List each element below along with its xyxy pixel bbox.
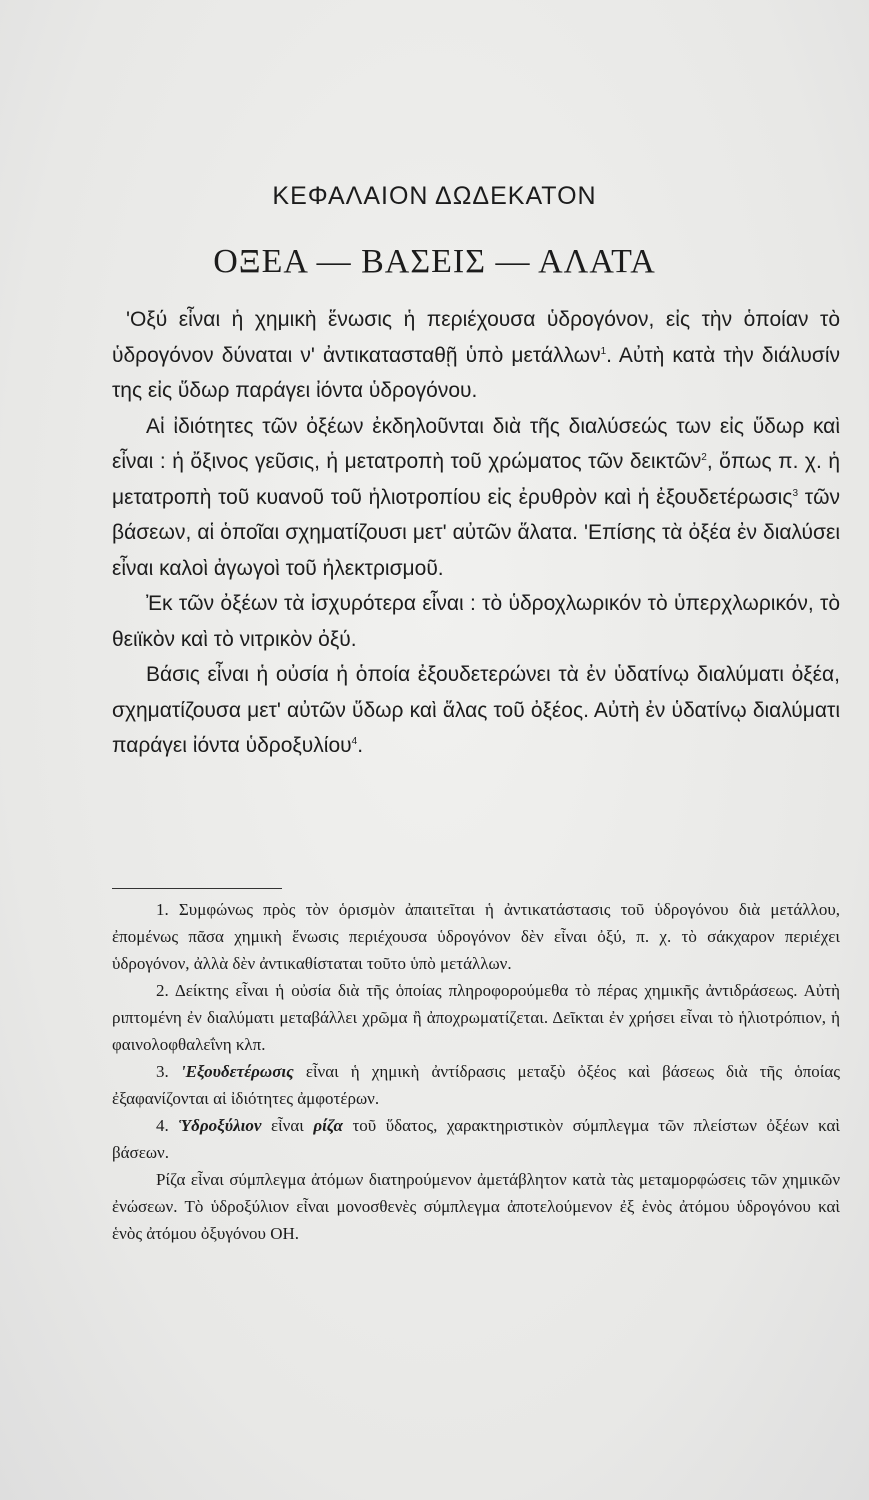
chapter-heading: ΚΕΦΑΛΑΙΟΝ ΔΩΔΕΚΑΤΟΝ <box>272 182 597 210</box>
footnotes <box>112 896 840 1247</box>
text: εἶναι ἡ χημικὴ ἀντίδρασις μεταξὺ ὀξέος καὶ βάσεως διὰ τῆς ὁποίας ἐξαφανίζονται αἱ ἰδιότητες ἀμφοτέρων. <box>112 1062 841 1108</box>
footnote-ref: 4 <box>351 736 358 747</box>
footnote-4 <box>112 1112 840 1166</box>
footnote-1: 1. Συμφώνως πρὸς τὸν ὁρισμὸν ἀπαιτεῖται ἡ ἀντικατάστασις τοῦ ὑδρογόνου διὰ μετάλλου, ἐπομένως πᾶσα χημικὴ ἕνωσις περιέχουσα ὑδρογόνον δὲν εἶναι ὀξύ, π. χ. τὸ σάκχαρον περιέχει ὑδρογόνον, ἀλλὰ δὲν ἀντικαθίσταται τοῦτο ὑπὸ μετάλλων. <box>112 900 840 973</box>
text: 'Οξύ εἶναι ἡ χημικὴ ἕνωσις ἡ περιέχουσα ὑδρογόνον, εἰς τὴν ὁποίαν τὸ ὑδρογόνον δύναται ν' ἀντικατασταθῇ ὑπὸ μετάλλων <box>112 308 840 367</box>
defined-term: Ὑδροξύλιον <box>178 1116 262 1135</box>
footnote-3 <box>112 1058 840 1112</box>
footnote-4-continued: Ρίζα εἶναι σύμπλεγμα ἀτόμων διατηρούμενον ἀμετάβλητον κατὰ τὰς μεταμορφώσεις τῶν χημικῶν ἐνώσεων. Τὸ ὑδροξύλιον εἶναι μονοσθενὲς σύμπλεγμα ἀποτελούμενον ἐξ ἑνὸς ἀτόμου ὑδρογόνου καὶ ἑνὸς ἀτόμου ὀξυγόνου ΟΗ. <box>112 1170 840 1243</box>
text: . <box>357 734 364 757</box>
main-text <box>112 302 840 764</box>
footnote-divider <box>112 888 282 889</box>
footnote-ref: 2 <box>701 452 707 463</box>
chapter-title: ΟΞΕΑ — ΒΑΣΕΙΣ — ΑΛΑΤΑ <box>213 243 656 280</box>
defined-term: 'Εξουδετέρωσις <box>180 1062 294 1081</box>
text: Βάσις εἶναι ἡ οὐσία ἡ ὁποία ἐξουδετερώνει τὰ ἐν ὑδατίνῳ διαλύματι ὀξέα, σχηματίζουσα μετ' αὐτῶν ὕδωρ καὶ ἅλας τοῦ ὀξέος. Αὐτὴ ἐν ὑδατίνῳ διαλύματι παράγει ἰόντα ὑδροξυλίου <box>112 663 840 757</box>
paragraph-acid-properties <box>112 409 840 587</box>
paragraph-strong-acids: Ἐκ τῶν ὀξέων τὰ ἰσχυρότερα εἶναι : τὸ ὑδροχλωρικόν τὸ ὑπερχλωρικόν, τὸ θειϊκὸν καὶ τὸ νιτρικὸν ὀξύ. <box>112 592 840 651</box>
text: Αἱ ἰδιότητες τῶν ὀξέων ἐκδηλοῦνται διὰ τῆς διαλύσεώς των εἰς ὕδωρ καὶ εἶναι : ἡ ὄξινος γεῦσις, ἡ μετατροπὴ τοῦ χρώματος τῶν δεικτῶν <box>112 414 840 473</box>
text: εἶναι <box>261 1116 314 1135</box>
text: τῶν βάσεων, αἱ ὁποῖαι σχηματίζουσι μετ' αὐτῶν ἅλατα. 'Επίσης τὰ ὀξέα ἐν διαλύσει εἶναι καλοὶ ἀγωγοὶ τοῦ ἠλεκτρισμοῦ. <box>112 485 840 580</box>
text: τοῦ ὕδατος, χαρακτηριστικὸν σύμπλεγμα τῶν πλείστων ὀξέων καὶ βάσεων. <box>112 1116 840 1162</box>
footnote-ref: 3 <box>792 487 798 499</box>
footnote-2: 2. Δείκτης εἶναι ἡ οὐσία διὰ τῆς ὁποίας πληροφορούμεθα τὸ πέρας χημικῆς ἀντιδράσεως. Αὐτὴ ριπτομένη ἐν διαλύματι μεταβάλλει χρῶμα ἢ ἀποχρωματίζεται. Δεῖκται ἐν χρήσει εἶναι τὸ ἡλιοτρόπιον, ἡ φαινολοφθαλεΐνη κλπ. <box>112 981 840 1054</box>
text: . Αὐτὴ κατὰ τὴν διάλυσίν της εἰς ὕδωρ παράγει ἰόντα ὑδρογόνου. <box>112 343 840 402</box>
footnote-ref: 1 <box>600 345 607 357</box>
text: , ὅπως π. χ. ἡ μετατροπὴ τοῦ κυανοῦ τοῦ ἡλιοτροπίου εἰς ἐρυθρὸν καὶ ἡ ἐξουδετέρωσις <box>112 450 840 509</box>
paragraph-acid-definition <box>112 302 840 409</box>
footnote-number: 3. <box>156 1062 169 1081</box>
footnote-number: 4. <box>156 1116 169 1135</box>
defined-term: ρίζα <box>313 1116 343 1135</box>
paragraph-base-definition <box>112 657 840 764</box>
